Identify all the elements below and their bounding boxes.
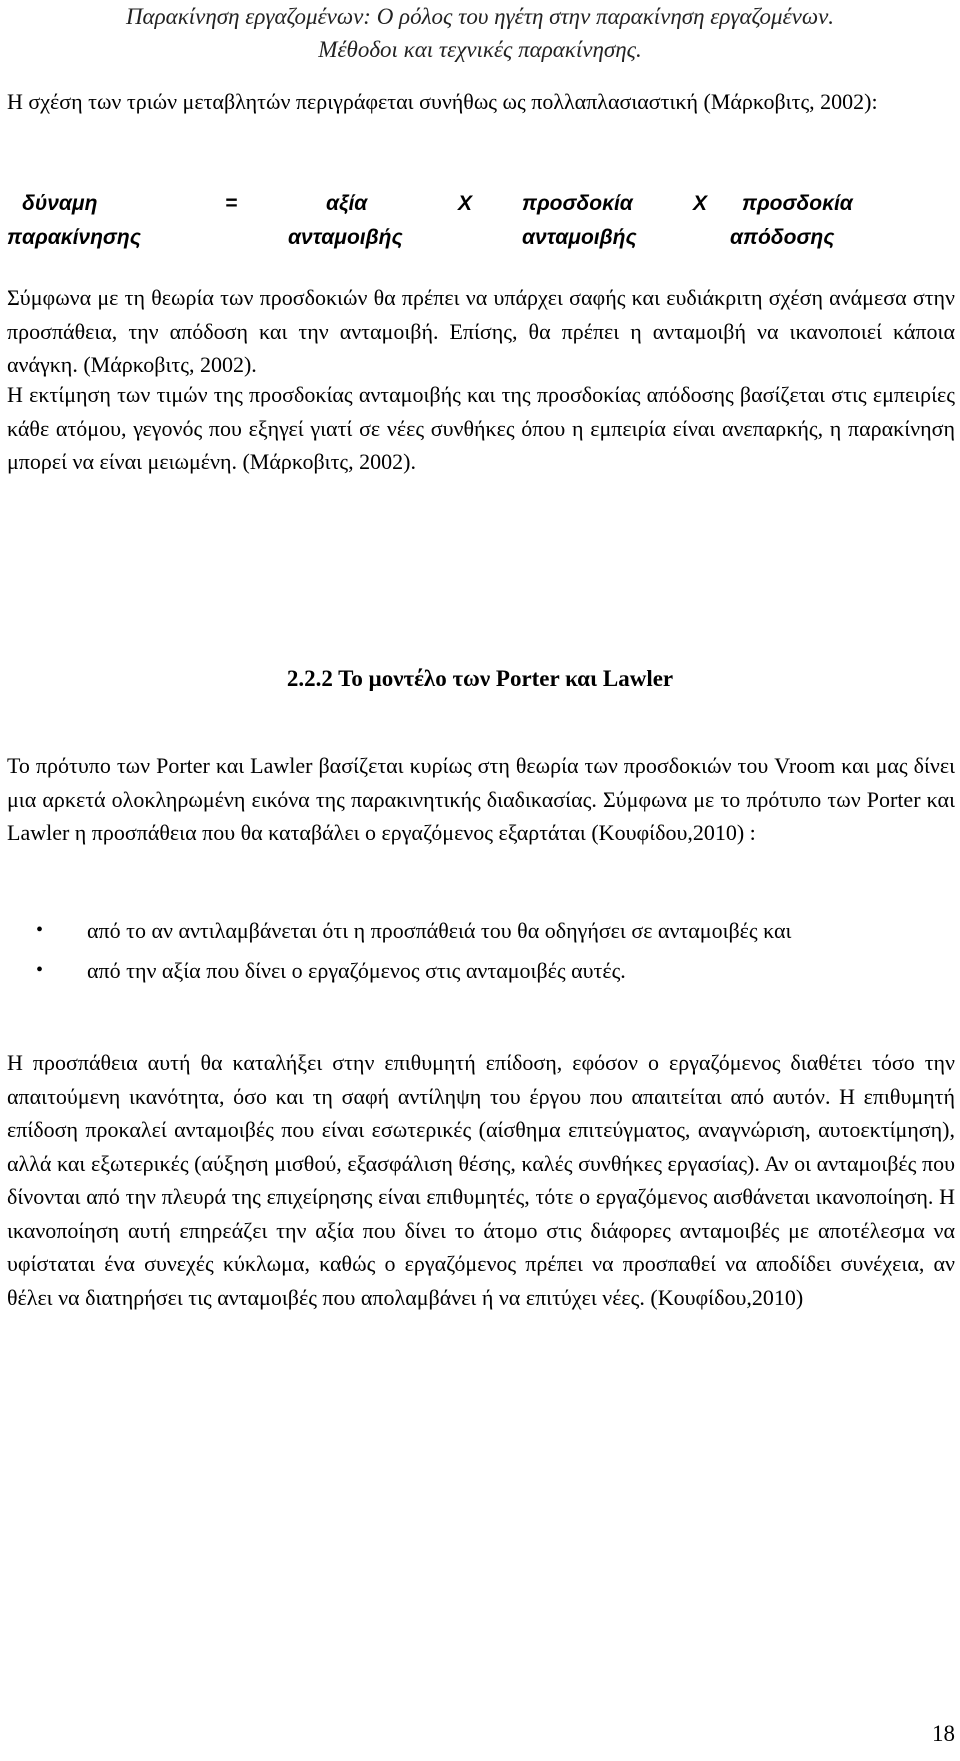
list-item (0, 914, 955, 948)
bullet-list (0, 914, 960, 993)
model-paragraph: Το πρότυπο των Porter και Lawler βασίζεται κυρίως στη θεωρία των προσδοκιών του Vroom και μας δίνει μια αρκετά ολοκληρωμένη εικόνα της παρακινητικής διαδικασίας. Σύμφωνα με το πρότυπο των Porter και Lawler η προσπάθεια που θα καταβάλει ο εργαζόμενος εξαρτάται (Κουφίδου,2010) : (7, 753, 955, 845)
list-item-text: από την αξία που δίνει ο εργαζόμενος στις ανταμοιβές αυτές. (87, 957, 626, 983)
formula-value-term: αξία ανταμοιβής (288, 192, 403, 249)
running-header (0, 0, 960, 66)
list-item-text: από το αν αντιλαμβάνεται ότι η προσπάθειά του θα οδηγήσει σε ανταμοιβές και (87, 918, 792, 943)
estimation-paragraph: Η εκτίμηση των τιμών της προσδοκίας ανταμοιβής και της προσδοκίας απόδοσης βασίζεται στις εμπειρίες κάθε ατόμου, γεγονός που εξηγεί γιατί σε νέες συνθήκες όπου η εμπειρία είναι ανεπαρκής, η παρακίνηση μπορεί να είναι μειωμένη. (Μάρκοβιτς, 2002). (7, 382, 955, 474)
list-item (0, 954, 955, 988)
effort-paragraph: Η προσπάθεια αυτή θα καταλήξει στην επιθυμητή επίδοση, εφόσον ο εργαζόμενος διαθέτει τόσο την απαιτούμενη ικανότητα, όσο και τη σαφή αντίληψη του έργου που απαιτείται από αυτόν. Η επιθυμητή επίδοση προκαλεί ανταμοιβές που είναι εσωτερικές (αίσθημα επιτεύγματος, αναγνώριση, αυτοεκτίμηση), αλλά και εξωτερικές (αύξηση μισθού, εξασφάλιση θέσης, καλές συνθήκες εργασίας). Αν οι ανταμοιβές που δίνονται από την πλευρά της επιχείρησης είναι επιθυμητές, τότε ο εργαζόμενος αισθάνεται ικανοποίηση. Η ικανοποίηση αυτή επηρεάζει την αξία που δίνει το άτομο στις διάφορες ανταμοιβές με αποτέλεσμα να υφίσταται ένα συνεχές κύκλωμα, καθώς ο εργαζόμενος πρέπει να προσπαθεί να αποδίδει συνέχεια, αν θέλει να διατηρήσει τις ανταμοιβές που απολαμβάνει ή να επιτύχει νέες. (Κουφίδου,2010) (7, 1050, 955, 1310)
formula-multiply-sign-2: Χ (693, 192, 708, 215)
formula-multiply-sign-1: Χ (458, 192, 473, 215)
formula-expectancy-performance-term: προσδοκία απόδοσης (730, 192, 853, 249)
section-heading: 2.2.2 Το μοντέλο των Porter και Lawler (286, 666, 674, 691)
bullet-icon: • (36, 919, 44, 941)
theory-paragraph: Σύμφωνα με τη θεωρία των προσδοκιών θα πρέπει να υπάρχει σαφής και ευδιάκριτη σχέση ανάμεσα στην προσπάθεια, την απόδοση και την ανταμοιβή. Επίσης, θα πρέπει η ανταμοιβή να ικανοποιεί κάποια ανάγκη. (Μάρκοβιτς, 2002). (7, 285, 955, 377)
formula-expectancy-reward-term: προσδοκία ανταμοιβής (522, 192, 637, 249)
formula-equals-sign: = (225, 192, 238, 215)
header-line-1: Παρακίνηση εργαζομένων: Ο ρόλος του ηγέτη στην παρακίνηση εργαζομένων. (125, 4, 835, 29)
header-line-2: Μέθοδοι και τεχνικές παρακίνησης. (318, 37, 642, 62)
page-number: 18 (932, 1721, 955, 1746)
formula-motivation-term: δύναμη παρακίνησης (7, 192, 141, 249)
intro-paragraph: Η σχέση των τριών μεταβλητών περιγράφεται συνήθως ως πολλαπλασιαστική (Μάρκοβιτς, 2002): (7, 89, 878, 114)
bullet-icon: • (36, 958, 44, 981)
